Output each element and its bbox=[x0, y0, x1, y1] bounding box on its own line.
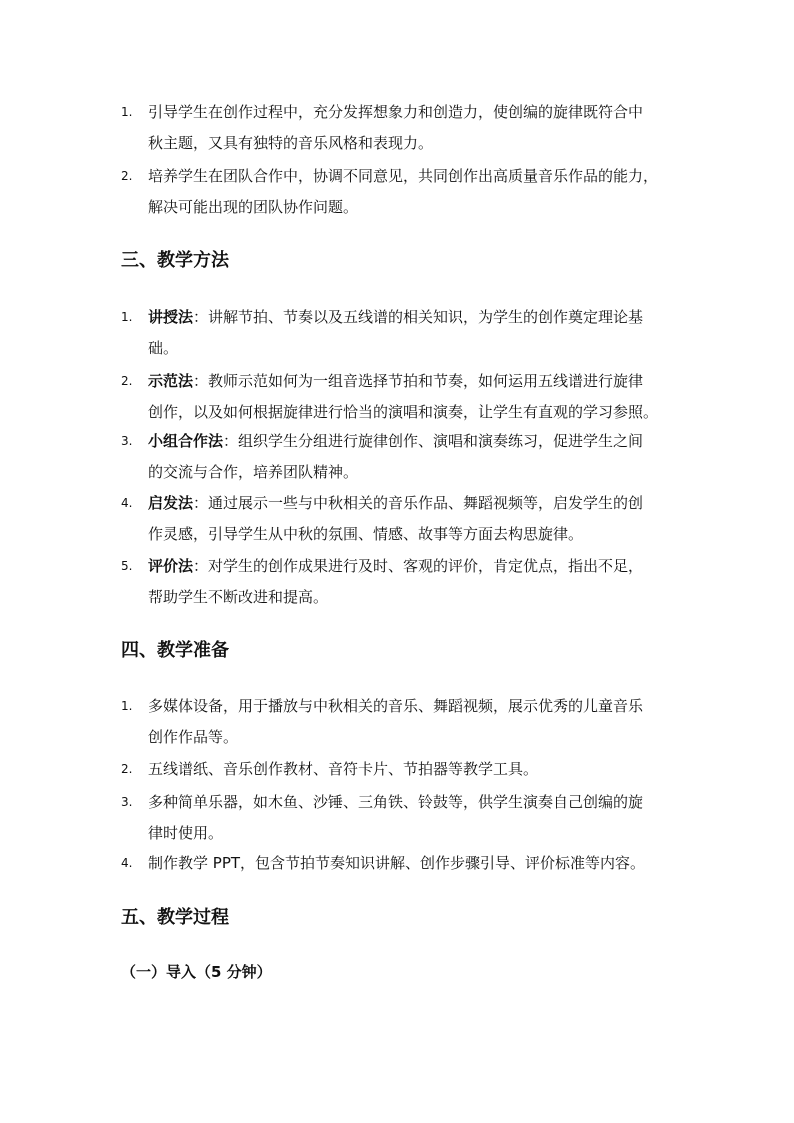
subsection-heading-intro: （一）导入（5 分钟） bbox=[121, 963, 272, 981]
list-item bbox=[0, 366, 794, 426]
list-item bbox=[0, 754, 794, 784]
list-item bbox=[0, 691, 794, 751]
list-text-line: ：教师示范如何为一组音选择节拍和节奏，如何运用五线谱进行旋律 bbox=[193, 372, 644, 390]
list-text-line: 创作作品等。 bbox=[148, 728, 239, 746]
list-number: 1. bbox=[121, 699, 133, 713]
list-text-line: 五线谱纸、音乐创作教材、音符卡片、节拍器等教学工具。 bbox=[148, 760, 539, 778]
list-text-line: 秋主题，又具有独特的音乐风格和表现力。 bbox=[148, 134, 434, 152]
list-number: 4. bbox=[121, 496, 133, 510]
list-text-line: ：组织学生分组进行旋律创作、演唱和演奏练习，促进学生之间 bbox=[223, 432, 644, 450]
list-text-line: 制作教学 PPT，包含节拍节奏知识讲解、创作步骤引导、评价标准等内容。 bbox=[148, 854, 646, 872]
section-heading-process: 五、教学过程 bbox=[121, 907, 229, 928]
section-heading-preparation: 四、教学准备 bbox=[121, 640, 229, 661]
list-text-line: 解决可能出现的团队协作问题。 bbox=[148, 198, 359, 216]
list-item bbox=[0, 97, 794, 157]
list-item bbox=[0, 848, 794, 878]
list-item bbox=[0, 787, 794, 847]
list-text-line: 础。 bbox=[148, 339, 179, 357]
method-term: 示范法 bbox=[148, 372, 194, 390]
list-item bbox=[0, 488, 794, 548]
method-term: 启发法 bbox=[148, 494, 194, 512]
list-text-line: ：对学生的创作成果进行及时、客观的评价，肯定优点，指出不足， bbox=[193, 557, 644, 575]
list-text-line: 培养学生在团队合作中，协调不同意见，共同创作出高质量音乐作品的能力， bbox=[148, 167, 659, 185]
list-item bbox=[0, 302, 794, 362]
method-term: 评价法 bbox=[148, 557, 194, 575]
list-number: 2. bbox=[121, 762, 133, 776]
list-number: 4. bbox=[121, 856, 133, 870]
list-number: 1. bbox=[121, 105, 133, 119]
list-number: 1. bbox=[121, 310, 133, 324]
list-number: 3. bbox=[121, 795, 133, 809]
list-text-line: 引导学生在创作过程中，充分发挥想象力和创造力，使创编的旋律既符合中 bbox=[148, 103, 644, 121]
list-text-line: 创作，以及如何根据旋律进行恰当的演唱和演奏，让学生有直观的学习参照。 bbox=[148, 403, 659, 421]
list-text-line: 多种简单乐器，如木鱼、沙锤、三角铁、铃鼓等，供学生演奏自己创编的旋 bbox=[148, 793, 644, 811]
list-text-line: ：通过展示一些与中秋相关的音乐作品、舞蹈视频等，启发学生的创 bbox=[193, 494, 644, 512]
list-item bbox=[0, 426, 794, 486]
list-text-line: 帮助学生不断改进和提高。 bbox=[148, 588, 329, 606]
list-text-line: 律时使用。 bbox=[148, 824, 224, 842]
list-number: 2. bbox=[121, 374, 133, 388]
list-number: 3. bbox=[121, 434, 133, 448]
list-item bbox=[0, 161, 794, 221]
list-text-line: 作灵感，引导学生从中秋的氛围、情感、故事等方面去构思旋律。 bbox=[148, 525, 584, 543]
method-term: 讲授法 bbox=[148, 308, 194, 326]
list-number: 5. bbox=[121, 559, 133, 573]
list-text-line: 的交流与合作，培养团队精神。 bbox=[148, 463, 359, 481]
list-number: 2. bbox=[121, 169, 133, 183]
section-heading-methods: 三、教学方法 bbox=[121, 250, 229, 271]
method-term: 小组合作法 bbox=[148, 432, 224, 450]
list-text-line: 多媒体设备，用于播放与中秋相关的音乐、舞蹈视频，展示优秀的儿童音乐 bbox=[148, 697, 644, 715]
list-item bbox=[0, 551, 794, 611]
list-text-line: ：讲解节拍、节奏以及五线谱的相关知识，为学生的创作奠定理论基 bbox=[193, 308, 644, 326]
